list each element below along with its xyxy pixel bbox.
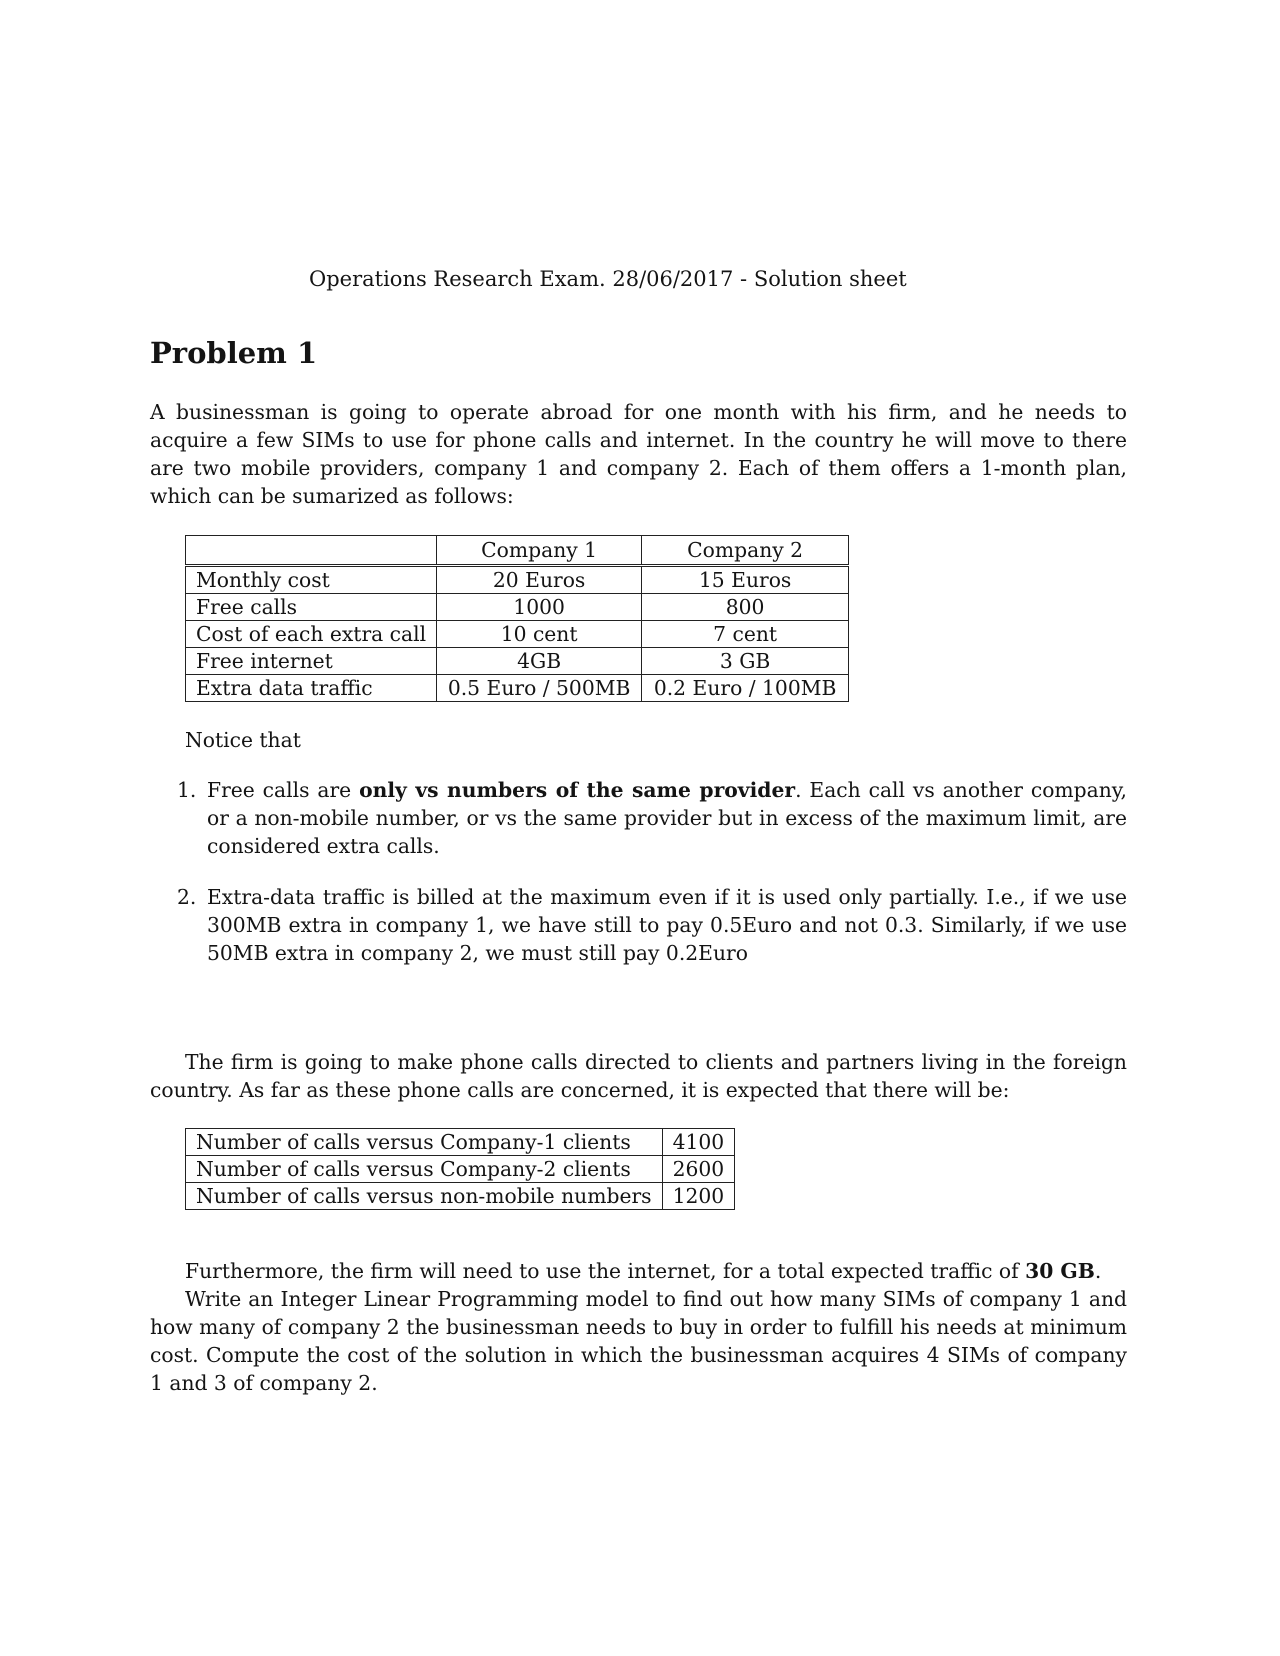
- plan-table-row-label: Free internet: [186, 648, 437, 675]
- list-item-number: 1.: [177, 778, 197, 802]
- list-item-text-bold: only vs numbers of the same provider: [359, 778, 796, 802]
- notice-list-item-2: [150, 883, 1127, 967]
- plan-table-header-company-1: Company 1: [437, 536, 642, 566]
- calls-table-row: [186, 1156, 735, 1183]
- plan-table-header-company-2: Company 2: [642, 536, 849, 566]
- plan-table-row: [186, 594, 849, 621]
- calls-table-label: Number of calls versus Company-1 clients: [186, 1129, 663, 1156]
- plan-table-cell-company-1: 20 Euros: [437, 566, 642, 594]
- plan-table-row: [186, 621, 849, 648]
- list-item-text: [207, 776, 1127, 860]
- calls-table-label: Number of calls versus Company-2 clients: [186, 1156, 663, 1183]
- plan-table-row-label: Free calls: [186, 594, 437, 621]
- list-item-text: Extra-data traffic is billed at the maximum even if it is used only partially. I.e., if we use 300MB extra in company 1, we have still to pay 0.5Euro and not 0.3. Similarly, if we use 50MB extra in company 2, we must still pay 0.2Euro: [207, 885, 1127, 965]
- plan-table-row-label: Extra data traffic: [186, 675, 437, 702]
- plan-table-row: [186, 675, 849, 702]
- plan-table-row-label: Monthly cost: [186, 566, 437, 594]
- calls-table-row: [186, 1129, 735, 1156]
- plan-table-cell-company-2: 0.2 Euro / 100MB: [642, 675, 849, 702]
- internet-sentence-post: .: [1094, 1259, 1102, 1283]
- notice-list-item-1: [150, 776, 1127, 860]
- task-paragraph: Write an Integer Linear Programming model to find out how many SIMs of company 1 and how many of company 2 the businessman needs to buy in order to fulfill his needs at minimum cost. Compute the cost of the solution in which the businessman acquires 4 SIMs of company 1 and 3 of company 2.: [150, 1287, 1127, 1395]
- notice-label: Notice that: [185, 728, 301, 752]
- problem-heading: Problem 1: [150, 336, 318, 370]
- internet-traffic-amount: 30 GB: [1025, 1259, 1095, 1283]
- calls-table-label: Number of calls versus non-mobile numbers: [186, 1183, 663, 1210]
- calls-table-value: 2600: [662, 1156, 735, 1183]
- plan-table-row: [186, 648, 849, 675]
- list-item-text-pre: Free calls are: [207, 778, 360, 802]
- plan-comparison-table: [185, 535, 849, 702]
- calls-table-value: 1200: [662, 1183, 735, 1210]
- calls-table-row: [186, 1183, 735, 1210]
- plan-table-cell-company-1: 1000: [437, 594, 642, 621]
- calls-intro-paragraph: The firm is going to make phone calls directed to clients and partners living in the foreign country. As far as these phone calls are concerned, it is expected that there will be:: [150, 1050, 1127, 1102]
- plan-table-cell-company-2: 800: [642, 594, 849, 621]
- final-section: [150, 1257, 1127, 1397]
- plan-table-cell-company-1: 4GB: [437, 648, 642, 675]
- problem-intro-paragraph: A businessman is going to operate abroad for one month with his firm, and he needs to acquire a few SIMs to use for phone calls and internet. In the country he will move to there are two mobile providers, company 1 and company 2. Each of them offers a 1-month plan, which can be sumarized as follows:: [150, 400, 1127, 508]
- plan-table-cell-company-2: 15 Euros: [642, 566, 849, 594]
- plan-table-row: [186, 566, 849, 594]
- list-item-number: 2.: [177, 885, 197, 909]
- calls-table-value: 4100: [662, 1129, 735, 1156]
- plan-table-row-label: Cost of each extra call: [186, 621, 437, 648]
- plan-table-cell-company-2: 3 GB: [642, 648, 849, 675]
- plan-table-cell-company-2: 7 cent: [642, 621, 849, 648]
- plan-table-corner-cell: [186, 536, 437, 566]
- internet-traffic-sentence: [150, 1257, 1127, 1285]
- plan-table-cell-company-1: 10 cent: [437, 621, 642, 648]
- internet-sentence-pre: Furthermore, the firm will need to use the internet, for a total expected traffic of: [185, 1259, 1026, 1283]
- page-header-title: Operations Research Exam. 28/06/2017 - Solution sheet: [309, 267, 907, 291]
- list-item-text-post: . Each call vs another company, or a non-mobile number, or vs the same provider but in excess of the maximum limit, are considered extra calls.: [207, 778, 1127, 858]
- plan-table-header-row: [186, 536, 849, 566]
- plan-table-cell-company-1: 0.5 Euro / 500MB: [437, 675, 642, 702]
- expected-calls-table: [185, 1128, 735, 1210]
